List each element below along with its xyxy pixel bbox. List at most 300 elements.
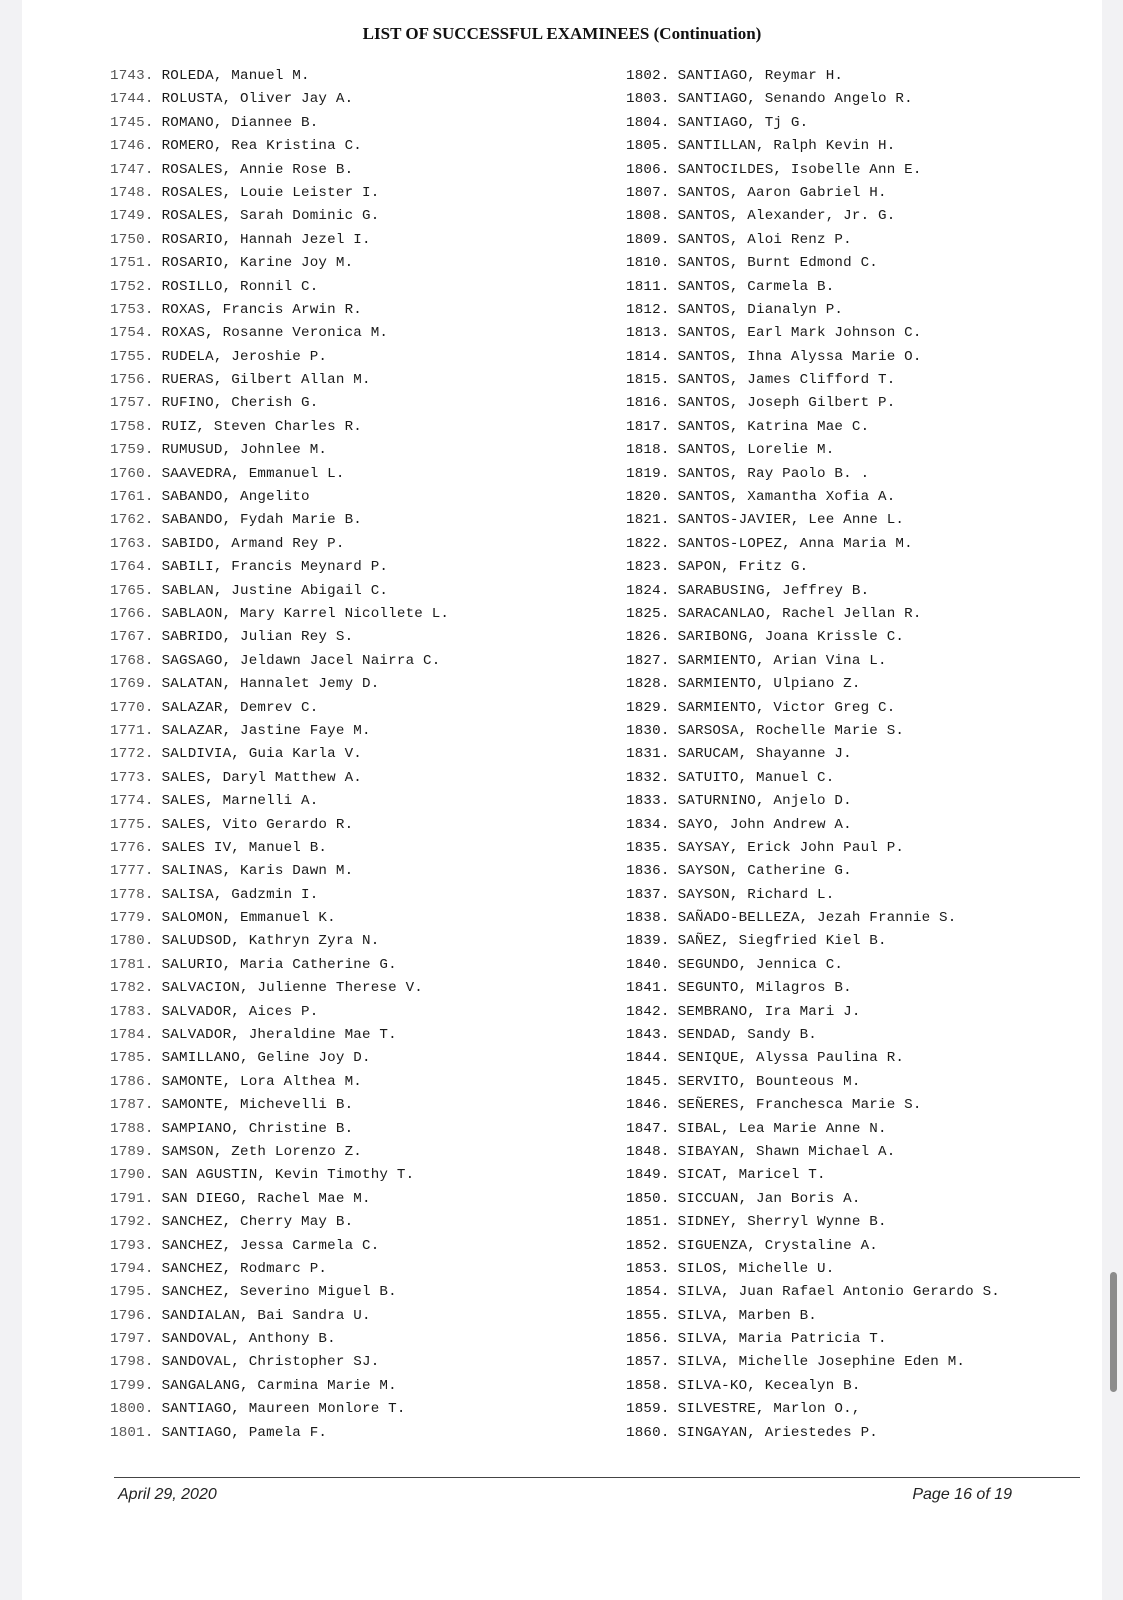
examinee-name: SAMILLANO, Geline Joy D. [161,1050,371,1067]
list-item [626,533,1000,556]
examinee-name: SABILI, Francis Meynard P. [161,559,389,576]
entry-number: 1841. [626,980,670,997]
list-item [110,1094,449,1117]
list-item [110,1258,449,1281]
examinee-name: SANTOS, Carmela B. [677,278,835,295]
entry-number: 1746. [110,138,154,155]
list-item [110,556,449,579]
list-item [626,1024,1000,1047]
entry-number: 1801. [110,1424,154,1441]
entry-number: 1744. [110,91,154,108]
examinee-name: ROSILLO, Ronnil C. [161,278,319,295]
examinee-name: ROXAS, Rosanne Veronica M. [161,325,389,342]
list-item [110,252,449,275]
examinee-name: RUMUSUD, Johnlee M. [161,442,328,459]
footer-divider [114,1477,1080,1478]
entry-number: 1793. [110,1237,154,1254]
entry-number: 1745. [110,114,154,131]
list-item [626,884,1000,907]
examinee-name: ROXAS, Francis Arwin R. [161,301,362,318]
examinee-name: SENDAD, Sandy B. [677,1027,818,1044]
entry-number: 1769. [110,676,154,693]
list-item [110,930,449,953]
examinee-name: SILVA, Marben B. [677,1307,818,1324]
entry-number: 1766. [110,605,154,622]
list-item [626,299,1000,322]
list-item [626,767,1000,790]
entry-number: 1748. [110,184,154,201]
list-item [110,1001,449,1024]
list-item [110,1118,449,1141]
list-item [110,1071,449,1094]
entry-number: 1831. [626,746,670,763]
examinee-name: RUERAS, Gilbert Allan M. [161,372,371,389]
entry-number: 1812. [626,301,670,318]
examinee-name: SALAZAR, Demrev C. [161,699,319,716]
entry-number: 1808. [626,208,670,225]
entry-number: 1780. [110,933,154,950]
entry-number: 1762. [110,512,154,529]
examinee-name: SANTOS, Alexander, Jr. G. [677,208,896,225]
list-item [626,720,1000,743]
entry-number: 1752. [110,278,154,295]
scrollbar-thumb[interactable] [1110,1272,1117,1392]
entry-number: 1785. [110,1050,154,1067]
entry-number: 1818. [626,442,670,459]
entry-number: 1751. [110,255,154,272]
list-item [626,1211,1000,1234]
list-item [110,1305,449,1328]
entry-number: 1803. [626,91,670,108]
list-item [626,369,1000,392]
examinee-name: SILVA, Michelle Josephine Eden M. [677,1354,966,1371]
list-item [626,1398,1000,1421]
list-item [626,1235,1000,1258]
entry-number: 1848. [626,1143,670,1160]
examinee-name: SAGSAGO, Jeldawn Jacel Nairra C. [161,652,441,669]
examinee-name: SANTOS, Xamantha Xofia A. [677,489,896,506]
examinee-name: ROLUSTA, Oliver Jay A. [161,91,354,108]
entry-number: 1767. [110,629,154,646]
list-item [626,930,1000,953]
entry-number: 1750. [110,231,154,248]
entry-number: 1765. [110,582,154,599]
entry-number: 1791. [110,1190,154,1207]
list-item [626,88,1000,111]
examinee-name: SARACANLAO, Rachel Jellan R. [677,605,922,622]
list-item [626,252,1000,275]
entry-number: 1781. [110,956,154,973]
examinee-name: SINGAYAN, Ariestedes P. [677,1424,878,1441]
examinee-name: SALUDSOD, Kathryn Zyra N. [161,933,380,950]
entry-number: 1839. [626,933,670,950]
entry-number: 1778. [110,886,154,903]
list-item [110,205,449,228]
examinee-name: ROSARIO, Hannah Jezel I. [161,231,371,248]
list-item [626,954,1000,977]
list-item [626,1188,1000,1211]
examinee-name: SALATAN, Hannalet Jemy D. [161,676,380,693]
examinee-name: SANCHEZ, Cherry May B. [161,1214,354,1231]
examinee-name: SANTOS-LOPEZ, Anna Maria M. [677,535,913,552]
examinee-name: SICAT, Maricel T. [677,1167,826,1184]
entry-number: 1855. [626,1307,670,1324]
examinee-name: SAPON, Fritz G. [677,559,809,576]
entry-number: 1798. [110,1354,154,1371]
page-title: LIST OF SUCCESSFUL EXAMINEES (Continuation) [362,24,762,43]
list-item [626,509,1000,532]
entry-number: 1743. [110,68,154,84]
examinee-name: SANTOS, Burnt Edmond C. [677,255,878,272]
examinee-name: SANTOS, Ihna Alyssa Marie O. [677,348,922,365]
list-item [626,1258,1000,1281]
list-item [110,135,449,158]
list-item [110,159,449,182]
entry-number: 1860. [626,1424,670,1441]
examinee-name: ROSALES, Annie Rose B. [161,161,354,178]
entry-number: 1782. [110,980,154,997]
examinee-name: SICCUAN, Jan Boris A. [677,1190,861,1207]
entry-number: 1833. [626,793,670,810]
examinee-name: SILVA, Juan Rafael Antonio Gerardo S. [677,1284,1000,1301]
list-item [110,1024,449,1047]
entry-number: 1844. [626,1050,670,1067]
examinee-name: SEGUNDO, Jennica C. [677,956,844,973]
list-item [110,790,449,813]
examinee-name: SENIQUE, Alyssa Paulina R. [677,1050,905,1067]
entry-number: 1853. [626,1260,670,1277]
examinee-name: SAYSON, Catherine G. [677,863,852,880]
list-item [110,673,449,696]
examinee-name: SALVACION, Julienne Therese V. [161,980,423,997]
list-item [110,299,449,322]
examinee-name: SAN AGUSTIN, Kevin Timothy T. [161,1167,415,1184]
examinee-name: SILVA-KO, Kecealyn B. [677,1377,861,1394]
entry-number: 1773. [110,769,154,786]
list-item [110,1328,449,1351]
entry-number: 1763. [110,535,154,552]
list-item [626,276,1000,299]
entry-number: 1838. [626,910,670,927]
list-item [110,814,449,837]
examinee-name: SAYSAY, Erick John Paul P. [677,839,905,856]
examinee-name: ROSALES, Sarah Dominic G. [161,208,380,225]
examinee-name: ROSARIO, Karine Joy M. [161,255,354,272]
footer-page-number: Page 16 of 19 [912,1486,1012,1503]
examinee-name: SANDOVAL, Christopher SJ. [161,1354,380,1371]
examinee-name: SALVADOR, Jheraldine Mae T. [161,1027,397,1044]
list-item [626,182,1000,205]
list-item [110,1375,449,1398]
entry-number: 1776. [110,839,154,856]
list-item [626,977,1000,1000]
left-column [110,65,449,1445]
list-item [626,229,1000,252]
list-item [110,977,449,1000]
entry-number: 1832. [626,769,670,786]
list-item [626,860,1000,883]
list-item [626,603,1000,626]
right-column [626,65,1000,1445]
list-item [626,626,1000,649]
list-item [626,1118,1000,1141]
examinee-name: RUFINO, Cherish G. [161,395,319,412]
examinee-name: SILVA, Maria Patricia T. [677,1331,887,1348]
examinee-name: SALINAS, Karis Dawn M. [161,863,354,880]
list-item [626,439,1000,462]
examinee-name: SIBAL, Lea Marie Anne N. [677,1120,887,1137]
examinee-name: SALES IV, Manuel B. [161,839,328,856]
list-item [626,814,1000,837]
examinee-name: RUIZ, Steven Charles R. [161,418,362,435]
examinee-name: SALES, Vito Gerardo R. [161,816,354,833]
list-item [110,65,449,88]
examinee-name: SABRIDO, Julian Rey S. [161,629,354,646]
list-item [110,954,449,977]
examinee-name: SAMSON, Zeth Lorenzo Z. [161,1143,362,1160]
entry-number: 1783. [110,1003,154,1020]
entry-number: 1816. [626,395,670,412]
entry-number: 1775. [110,816,154,833]
examinee-name: SALES, Daryl Matthew A. [161,769,362,786]
entry-number: 1753. [110,301,154,318]
entry-number: 1759. [110,442,154,459]
examinee-name: SANTOS, Dianalyn P. [677,301,844,318]
list-item [110,580,449,603]
entry-number: 1795. [110,1284,154,1301]
list-item [626,346,1000,369]
examinee-name: SANTOS, Joseph Gilbert P. [677,395,896,412]
list-item [110,416,449,439]
entry-number: 1851. [626,1214,670,1231]
list-item [110,767,449,790]
examinee-name: SANTIAGO, Senando Angelo R. [677,91,913,108]
examinee-name: SANTOS, Aaron Gabriel H. [677,184,887,201]
examinee-name: SANTOS, Lorelie M. [677,442,835,459]
examinee-name: SANTOS, Ray Paolo B. . [677,465,870,482]
examinee-name: SATUITO, Manuel C. [677,769,835,786]
list-item [110,486,449,509]
entry-number: 1840. [626,956,670,973]
entry-number: 1825. [626,605,670,622]
list-item [626,159,1000,182]
examinee-name: SANCHEZ, Jessa Carmela C. [161,1237,380,1254]
examinee-name: SANTOS, James Clifford T. [677,372,896,389]
entry-number: 1822. [626,535,670,552]
entry-number: 1797. [110,1331,154,1348]
entry-number: 1857. [626,1354,670,1371]
entry-number: 1823. [626,559,670,576]
list-item [626,1001,1000,1024]
entry-number: 1849. [626,1167,670,1184]
examinee-name: SANTIAGO, Pamela F. [161,1424,328,1441]
examinee-name: RUDELA, Jeroshie P. [161,348,328,365]
list-item [110,229,449,252]
examinee-name: SABANDO, Fydah Marie B. [161,512,362,529]
examinee-name: ROSALES, Louie Leister I. [161,184,380,201]
list-item [110,509,449,532]
entry-number: 1789. [110,1143,154,1160]
entry-number: 1858. [626,1377,670,1394]
entry-number: 1856. [626,1331,670,1348]
examinee-name: SEMBRANO, Ira Mari J. [677,1003,861,1020]
examinee-name: SIDNEY, Sherryl Wynne B. [677,1214,887,1231]
examinee-name: SATURNINO, Anjelo D. [677,793,852,810]
list-item [626,1305,1000,1328]
examinee-name: SANCHEZ, Severino Miguel B. [161,1284,397,1301]
entry-number: 1796. [110,1307,154,1324]
entry-number: 1826. [626,629,670,646]
entry-number: 1802. [626,68,670,84]
list-item [626,1422,1000,1445]
entry-number: 1847. [626,1120,670,1137]
list-item [110,697,449,720]
entry-number: 1821. [626,512,670,529]
examinee-name: SABLAN, Justine Abigail C. [161,582,389,599]
examinee-name: SAÑEZ, Siegfried Kiel B. [677,933,887,950]
examinee-name: ROLEDA, Manuel M. [161,68,310,84]
examinee-name: SANTOS, Aloi Renz P. [677,231,852,248]
list-item [110,1398,449,1421]
list-item [626,112,1000,135]
list-item [110,346,449,369]
list-item [626,650,1000,673]
examinee-name: SAAVEDRA, Emmanuel L. [161,465,345,482]
list-item [626,1351,1000,1374]
list-item [626,673,1000,696]
examinee-name: SALISA, Gadzmin I. [161,886,319,903]
list-item [110,1281,449,1304]
examinee-name: SARABUSING, Jeffrey B. [677,582,870,599]
list-item [110,369,449,392]
list-item [626,463,1000,486]
entry-number: 1749. [110,208,154,225]
examinee-name: SANTOS, Katrina Mae C. [677,418,870,435]
examinee-name: SANTOS, Earl Mark Johnson C. [677,325,922,342]
entry-number: 1806. [626,161,670,178]
list-item [110,182,449,205]
list-item [110,112,449,135]
list-item [626,837,1000,860]
entry-number: 1830. [626,722,670,739]
entry-number: 1854. [626,1284,670,1301]
list-item [626,205,1000,228]
examinee-name: SARMIENTO, Ulpiano Z. [677,676,861,693]
entry-number: 1811. [626,278,670,295]
document-page [22,0,1102,1600]
examinee-name: SARSOSA, Rochelle Marie S. [677,722,905,739]
examinee-name: SAYO, John Andrew A. [677,816,852,833]
entry-number: 1770. [110,699,154,716]
list-item [626,1047,1000,1070]
list-item [626,486,1000,509]
entry-number: 1827. [626,652,670,669]
examinee-name: SILVESTRE, Marlon O., [677,1401,861,1418]
entry-number: 1804. [626,114,670,131]
examinee-name: SABLAON, Mary Karrel Nicollete L. [161,605,450,622]
list-item [110,88,449,111]
examinee-name: SABANDO, Angelito [161,489,310,506]
entry-number: 1817. [626,418,670,435]
list-item [626,135,1000,158]
examinee-name: SANTOCILDES, Isobelle Ann E. [677,161,922,178]
list-item [110,533,449,556]
entry-number: 1787. [110,1097,154,1114]
examinee-name: SILOS, Michelle U. [677,1260,835,1277]
entry-number: 1809. [626,231,670,248]
examinee-name: SAMPIANO, Christine B. [161,1120,354,1137]
entry-number: 1835. [626,839,670,856]
entry-number: 1757. [110,395,154,412]
list-item [110,720,449,743]
entry-number: 1836. [626,863,670,880]
examinee-name: SAMONTE, Lora Althea M. [161,1073,362,1090]
list-item [110,1141,449,1164]
entry-number: 1813. [626,325,670,342]
examinee-name: SARIBONG, Joana Krissle C. [677,629,905,646]
entry-number: 1852. [626,1237,670,1254]
entry-number: 1764. [110,559,154,576]
list-item [626,322,1000,345]
list-item [626,1071,1000,1094]
examinee-name: SALOMON, Emmanuel K. [161,910,336,927]
entry-number: 1777. [110,863,154,880]
examinee-name: SALURIO, Maria Catherine G. [161,956,397,973]
entry-number: 1786. [110,1073,154,1090]
list-item [626,1281,1000,1304]
examinee-name: SANTIAGO, Tj G. [677,114,809,131]
list-item [110,650,449,673]
entry-number: 1846. [626,1097,670,1114]
list-item [626,1164,1000,1187]
entry-number: 1834. [626,816,670,833]
examinee-name: SANTIAGO, Maureen Monlore T. [161,1401,406,1418]
list-item [626,1094,1000,1117]
list-item [110,322,449,345]
list-item [110,907,449,930]
list-item [110,1351,449,1374]
list-item [110,1188,449,1211]
entry-number: 1755. [110,348,154,365]
examinee-name: SARUCAM, Shayanne J. [677,746,852,763]
examinee-name: ROMANO, Diannee B. [161,114,319,131]
list-item [110,439,449,462]
list-item [110,1047,449,1070]
examinee-name: SARMIENTO, Victor Greg C. [677,699,896,716]
list-item [110,884,449,907]
list-item [110,1164,449,1187]
examinee-name: SABIDO, Armand Rey P. [161,535,345,552]
entry-number: 1771. [110,722,154,739]
entry-number: 1810. [626,255,670,272]
entry-number: 1807. [626,184,670,201]
list-item [626,416,1000,439]
examinee-name: SARMIENTO, Arian Vina L. [677,652,887,669]
footer-date: April 29, 2020 [118,1486,217,1503]
examinee-name: SANTOS-JAVIER, Lee Anne L. [677,512,905,529]
list-item [626,907,1000,930]
entry-number: 1754. [110,325,154,342]
entry-number: 1788. [110,1120,154,1137]
list-item [626,580,1000,603]
list-item [626,556,1000,579]
list-item [110,463,449,486]
list-item [110,1422,449,1445]
examinee-name: SAN DIEGO, Rachel Mae M. [161,1190,371,1207]
examinee-name: SEGUNTO, Milagros B. [677,980,852,997]
entry-number: 1815. [626,372,670,389]
entry-number: 1758. [110,418,154,435]
